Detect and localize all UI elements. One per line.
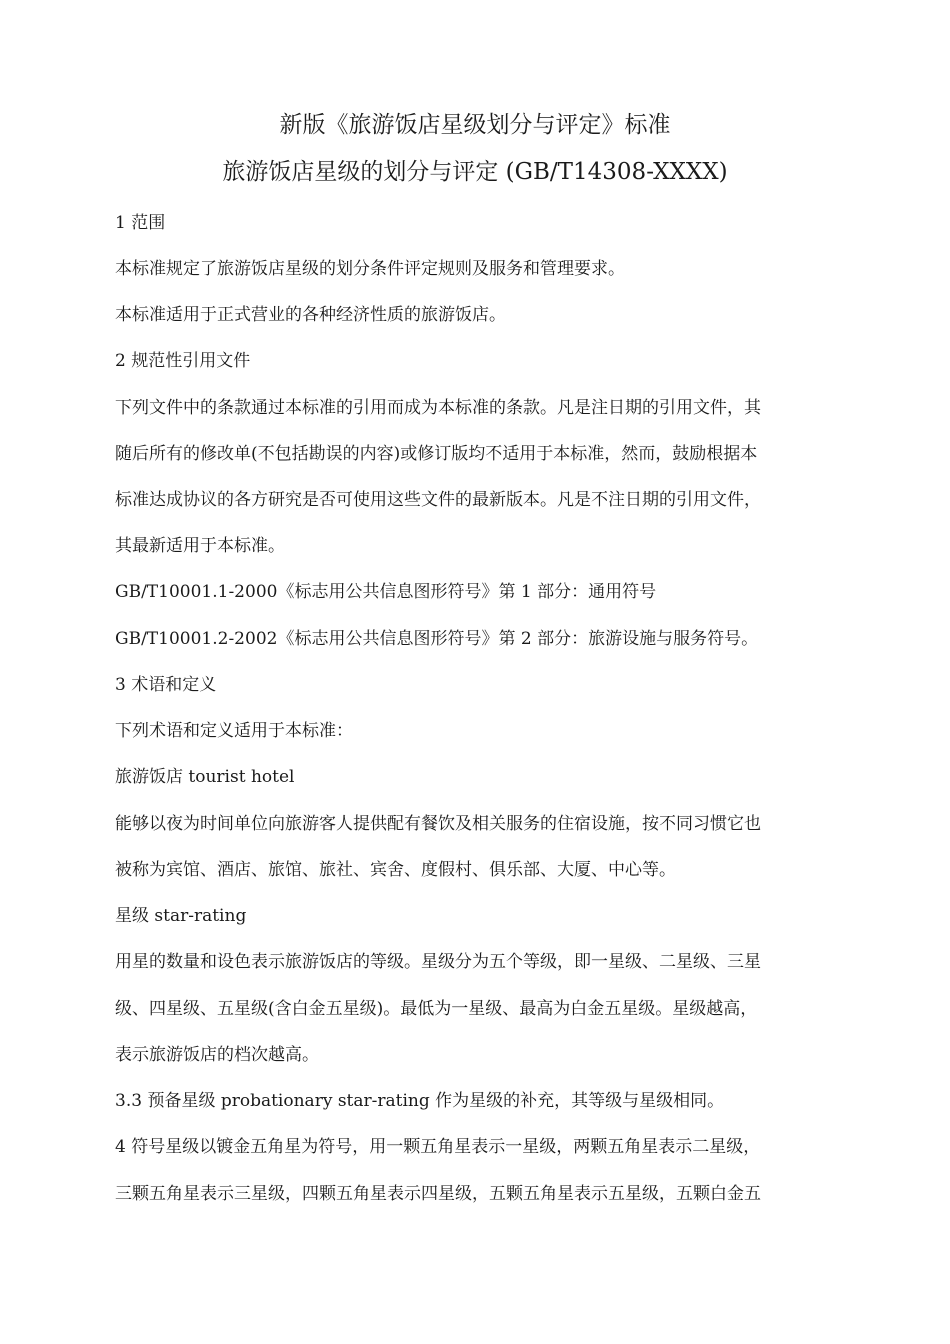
paragraph-line: 下列术语和定义适用于本标准： [115,721,353,741]
reference-item: GB/T10001.1-2000《标志用公共信息图形符号》第 1 部分：通用符号 [115,582,657,602]
paragraph-line: 级、四星级、五星级(含白金五星级)。最低为一星级、最高为白金五星级。星级越高， [115,999,758,1019]
document-title: 新版《旅游饭店星级划分与评定》标准 [279,112,671,138]
section-heading-scope: 1 范围 [115,213,166,233]
paragraph-line: 用星的数量和设色表示旅游饭店的等级。星级分为五个等级，即一星级、二星级、三星 [115,952,761,972]
paragraph-line: 4 符号星级以镀金五角星为符号，用一颗五角星表示一星级，两颗五角星表示二星级， [115,1137,761,1157]
paragraph-line: 随后所有的修改单(不包括勘误的内容)或修订版均不适用于本标准，然而，鼓励根据本 [115,444,758,464]
paragraph-line: 3.3 预备星级 probationary star-rating 作为星级的补充，其等级与星级相同。 [115,1091,725,1111]
paragraph-line: 标准达成协议的各方研究是否可使用这些文件的最新版本。凡是不注日期的引用文件， [115,490,761,510]
paragraph-line: 三颗五角星表示三星级，四颗五角星表示四星级，五颗五角星表示五星级，五颗白金五 [115,1184,761,1204]
paragraph-line: 本标准规定了旅游饭店星级的划分条件评定规则及服务和管理要求。 [115,259,625,279]
paragraph-line: 下列文件中的条款通过本标准的引用而成为本标准的条款。凡是注日期的引用文件，其 [115,398,761,418]
term-heading: 星级 star-rating [115,906,247,926]
document-subtitle: 旅游饭店星级的划分与评定 (GB/T14308-XXXX) [222,159,728,185]
paragraph-line: 表示旅游饭店的档次越高。 [115,1045,319,1065]
term-heading: 旅游饭店 tourist hotel [115,767,295,787]
paragraph-line: 能够以夜为时间单位向旅游客人提供配有餐饮及相关服务的住宿设施，按不同习惯它也 [115,814,761,834]
paragraph-line: 其最新适用于本标准。 [115,536,285,556]
reference-item: GB/T10001.2-2002《标志用公共信息图形符号》第 2 部分：旅游设施与服务符号。 [115,629,759,649]
paragraph-line: 被称为宾馆、酒店、旅馆、旅社、宾舍、度假村、俱乐部、大厦、中心等。 [115,860,676,880]
section-heading-references: 2 规范性引用文件 [115,351,251,371]
section-heading-terms: 3 术语和定义 [115,675,217,695]
paragraph-line: 本标准适用于正式营业的各种经济性质的旅游饭店。 [115,305,506,325]
